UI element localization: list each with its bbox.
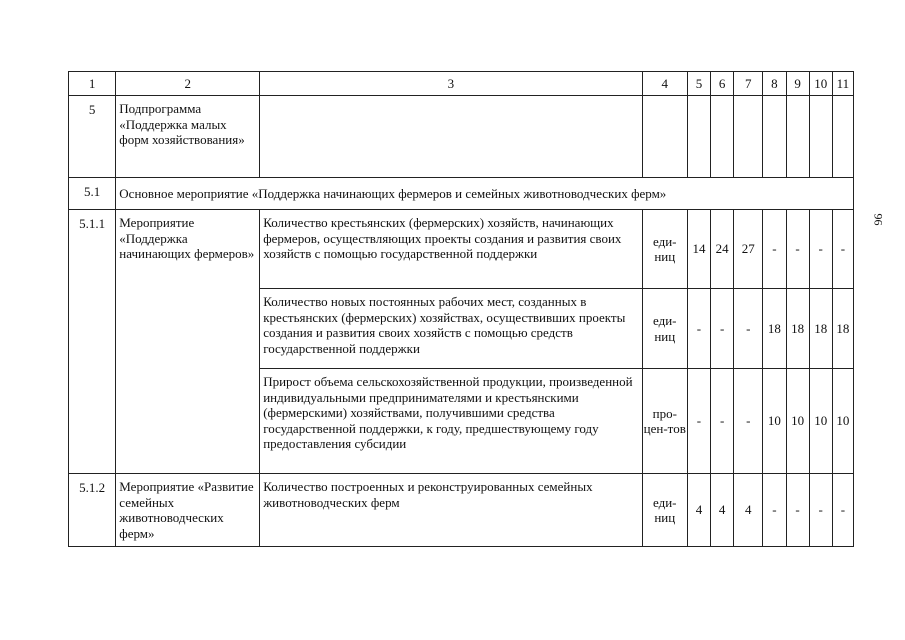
header-cell: 9 bbox=[786, 72, 809, 96]
value-cell: 27 bbox=[734, 210, 763, 289]
value-cell: - bbox=[786, 210, 809, 289]
indicator-text: Количество построенных и реконструированных семейных животноводческих ферм bbox=[260, 474, 642, 547]
value-cell: 4 bbox=[687, 474, 710, 547]
unit-cell: еди-ниц bbox=[642, 474, 687, 547]
value-cell: - bbox=[832, 210, 853, 289]
value-cell: - bbox=[809, 474, 832, 547]
unit-cell: еди-ниц bbox=[642, 289, 687, 369]
value-cell bbox=[734, 96, 763, 178]
table-body bbox=[69, 72, 854, 547]
row-number: 5.1.1 bbox=[69, 210, 116, 474]
header-cell: 5 bbox=[687, 72, 710, 96]
header-cell: 8 bbox=[763, 72, 786, 96]
unit-cell bbox=[642, 96, 687, 178]
measure-name: Мероприятие «Поддержка начинающих фермеров» bbox=[116, 210, 260, 474]
value-cell: - bbox=[763, 474, 786, 547]
header-row bbox=[69, 72, 854, 96]
value-cell: - bbox=[711, 369, 734, 474]
header-cell: 3 bbox=[260, 72, 642, 96]
value-cell: 14 bbox=[687, 210, 710, 289]
value-cell: - bbox=[809, 210, 832, 289]
value-cell: 24 bbox=[711, 210, 734, 289]
value-cell: - bbox=[734, 289, 763, 369]
value-cell: 10 bbox=[832, 369, 853, 474]
section-row bbox=[69, 178, 854, 210]
page-number: 96 bbox=[871, 213, 886, 226]
table-row bbox=[69, 474, 854, 547]
value-cell bbox=[763, 96, 786, 178]
measure-name: Мероприятие «Развитие семейных животноводческих ферм» bbox=[116, 474, 260, 547]
value-cell: - bbox=[786, 474, 809, 547]
value-cell: - bbox=[711, 289, 734, 369]
indicator-text: Количество крестьянских (фермерских) хозяйств, начинающих фермеров, осуществляющих проекты создания и развития своих хозяйств с помощью государственной поддержки bbox=[260, 210, 642, 289]
section-title: Основное мероприятие «Поддержка начинающих фермеров и семейных животноводческих ферм» bbox=[116, 178, 854, 210]
value-cell: 10 bbox=[809, 369, 832, 474]
value-cell bbox=[687, 96, 710, 178]
header-cell: 6 bbox=[711, 72, 734, 96]
value-cell: - bbox=[687, 289, 710, 369]
indicator-text: Количество новых постоянных рабочих мест, созданных в крестьянских (фермерских) хозяйствах, осуществивших проекты создания и развития своих хозяйств с помощью средств государственной поддержки bbox=[260, 289, 642, 369]
header-cell: 4 bbox=[642, 72, 687, 96]
value-cell: - bbox=[687, 369, 710, 474]
value-cell: 4 bbox=[711, 474, 734, 547]
indicator-text bbox=[260, 96, 642, 178]
row-number: 5.1.2 bbox=[69, 474, 116, 547]
row-number: 5 bbox=[69, 96, 116, 178]
indicator-text: Прирост объема сельскохозяйственной продукции, произведенной индивидуальными предпринимателями и крестьянскими (фермерскими) хозяйствами, получившими средства государственной поддержки, к году, предшествующему году предоставления субсидии bbox=[260, 369, 642, 474]
unit-cell: про-цен-тов bbox=[642, 369, 687, 474]
header-cell: 10 bbox=[809, 72, 832, 96]
value-cell: 18 bbox=[786, 289, 809, 369]
row-number: 5.1 bbox=[69, 178, 116, 210]
header-cell: 7 bbox=[734, 72, 763, 96]
value-cell: 18 bbox=[809, 289, 832, 369]
value-cell: 18 bbox=[832, 289, 853, 369]
value-cell: 10 bbox=[763, 369, 786, 474]
value-cell: - bbox=[832, 474, 853, 547]
value-cell bbox=[711, 96, 734, 178]
value-cell bbox=[832, 96, 853, 178]
value-cell: 10 bbox=[786, 369, 809, 474]
table-row bbox=[69, 210, 854, 289]
value-cell: - bbox=[734, 369, 763, 474]
subprogram-name: Подпрограмма «Поддержка малых форм хозяйствования» bbox=[116, 96, 260, 178]
header-cell: 1 bbox=[69, 72, 116, 96]
value-cell bbox=[809, 96, 832, 178]
value-cell: 18 bbox=[763, 289, 786, 369]
program-table bbox=[68, 71, 854, 547]
subprogram-row bbox=[69, 96, 854, 178]
value-cell bbox=[786, 96, 809, 178]
header-cell: 11 bbox=[832, 72, 853, 96]
header-cell: 2 bbox=[116, 72, 260, 96]
value-cell: - bbox=[763, 210, 786, 289]
value-cell: 4 bbox=[734, 474, 763, 547]
unit-cell: еди-ниц bbox=[642, 210, 687, 289]
